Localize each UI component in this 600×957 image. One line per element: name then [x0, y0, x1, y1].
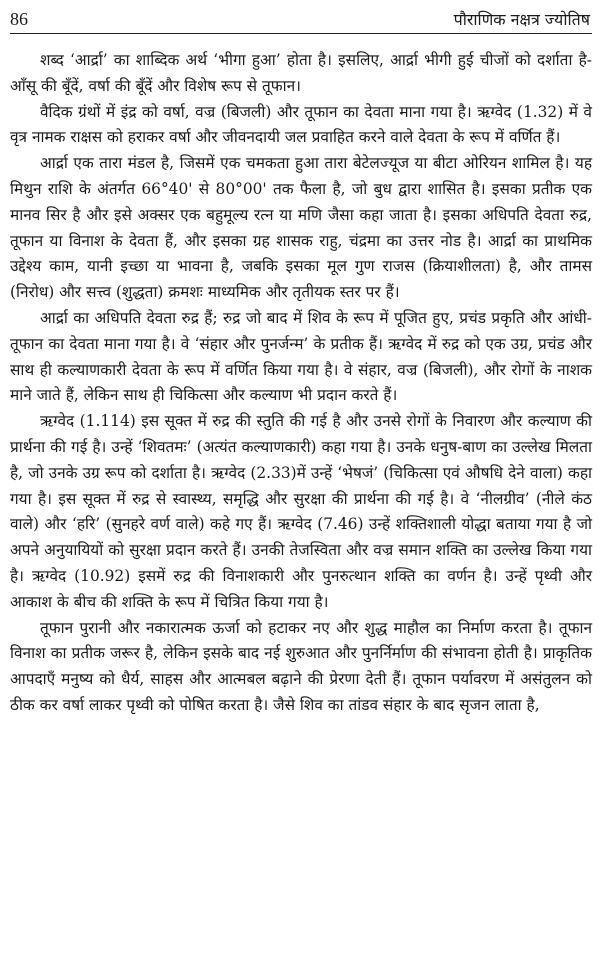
paragraph-4: आर्द्रा का अधिपति देवता रुद्र हैं; रुद्र जो बाद में शिव के रूप में पूजित हुए, प्रचंड प्रकृति और आंधी-तूफान का देवता माना गया है। वे ‘संहार और पुनर्जन्म’ के प्रतीक हैं। ऋग्वेद में रुद्र को एक उग्र, प्रचंड और साथ ही कल्याणकारी देवता के रूप में वर्णित किया गया है। वे संहार, वज्र (बिजली), और रोगों के नाशक माने जाते हैं, लेकिन साथ ही चिकित्सा और कल्याण भी प्रदान करते हैं। — [10, 308, 592, 405]
paragraph-5: ऋग्वेद (1.114) इस सूक्त में रुद्र की स्तुति की गई है और उनसे रोगों के निवारण और कल्याण की प्रार्थना की गई है। उन्हें ‘शिवतमः’ (अत्यंत कल्याणकारी) कहा गया है। उनके धनुष-बाण का उल्लेख मिलता है, जो उनके उग्र रूप को दर्शाता है। ऋग्वेद (2.33)में उन्हें ‘भेषजं’ (चिकित्सा एवं औषधि देने वाला) कहा गया है। इस सूक्त में रुद्र से स्वास्थ्य, समृद्धि और सुरक्षा की प्रार्थना की गई है। वे ‘नीलग्रीव’ (नीले कंठ वाले) और ‘हरि’ (सुनहरे वर्ण वाले) कहे गए हैं। ऋग्वेद (7.46) उन्हें शक्तिशाली योद्धा बताया गया है जो अपने अनुयायियों को सुरक्षा प्रदान करते हैं। उनकी तेजस्विता और वज्र समान शक्ति का उल्लेख किया गया है। ऋग्वेद (10.92) इसमें रुद्र की विनाशकारी और पुनरुत्थान शक्ति का वर्णन है। उन्हें पृथ्वी और आकाश के बीच की शक्ति के रूप में चित्रित किया गया है। — [10, 412, 592, 611]
page-header — [10, 0, 592, 34]
paragraph-6: तूफान पुरानी और नकारात्मक ऊर्जा को हटाकर नए और शुद्ध माहौल का निर्माण करता है। तूफान विनाश का प्रतीक जरूर है, लेकिन इसके बाद नई शुरुआत और पुनर्निर्माण की संभावना होती है। प्राकृतिक आपदाएँ मनुष्य को धैर्य, साहस और आत्मबल बढ़ाने की प्रेरणा देती हैं। तूफान पर्यावरण में असंतुलन को ठीक कर वर्षा लाकर पृथ्वी को पोषित करता है। जैसे शिव का तांडव संहार के बाद सृजन लाता है, — [10, 618, 592, 714]
paragraph-2: वैदिक ग्रंथों में इंद्र को वर्षा, वज्र (बिजली) और तूफान का देवता माना गया है। ऋग्वेद (1.32) में वे वृत्र नामक राक्षस को हराकर वर्षा और जीवनदायी जल प्रवाहित करने वाले देवता के रूप में वर्णित हैं। — [10, 102, 592, 147]
running-title: पौराणिक नक्षत्र ज्योतिष — [453, 10, 590, 29]
paragraph-3: आर्द्रा एक तारा मंडल है, जिसमें एक चमकता हुआ तारा बेटेलज्यूज या बीटा ओरियन शामिल है। यह मिथुन राशि के अंतर्गत 66°40' से 80°00' तक फैला है, जो बुध द्वारा शासित है। इसका प्रतीक एक मानव सिर है और इसे अक्सर एक बहुमूल्य रत्न या मणि जैसा कहा जाता है। इसका अधिपति देवता रुद्र, तूफान या विनाश के देवता हैं, और इसका ग्रह शासक राहु, चंद्रमा का उत्तर नोड है। आर्द्रा का प्राथमिक उद्देश्य काम, यानी इच्छा या भावना है, जबकि इसका मूल गुण राजस (क्रियाशीलता) है, और तामस (निरोध) और सत्त्व (शुद्धता) क्रमशः माध्यमिक और तृतीयक स्तर पर हैं। — [10, 154, 592, 302]
page-number: 86 — [10, 9, 28, 29]
paragraph-1: शब्द ‘आर्द्रा’ का शाब्दिक अर्थ ‘भीगा हुआ’ होता है। इसलिए, आर्द्रा भीगी हुई चीजों को दर्शाता है- आँसू की बूँदें, वर्षा की बूँदें और विशेष रूप से तूफान। — [10, 51, 592, 95]
page-body — [10, 34, 592, 719]
